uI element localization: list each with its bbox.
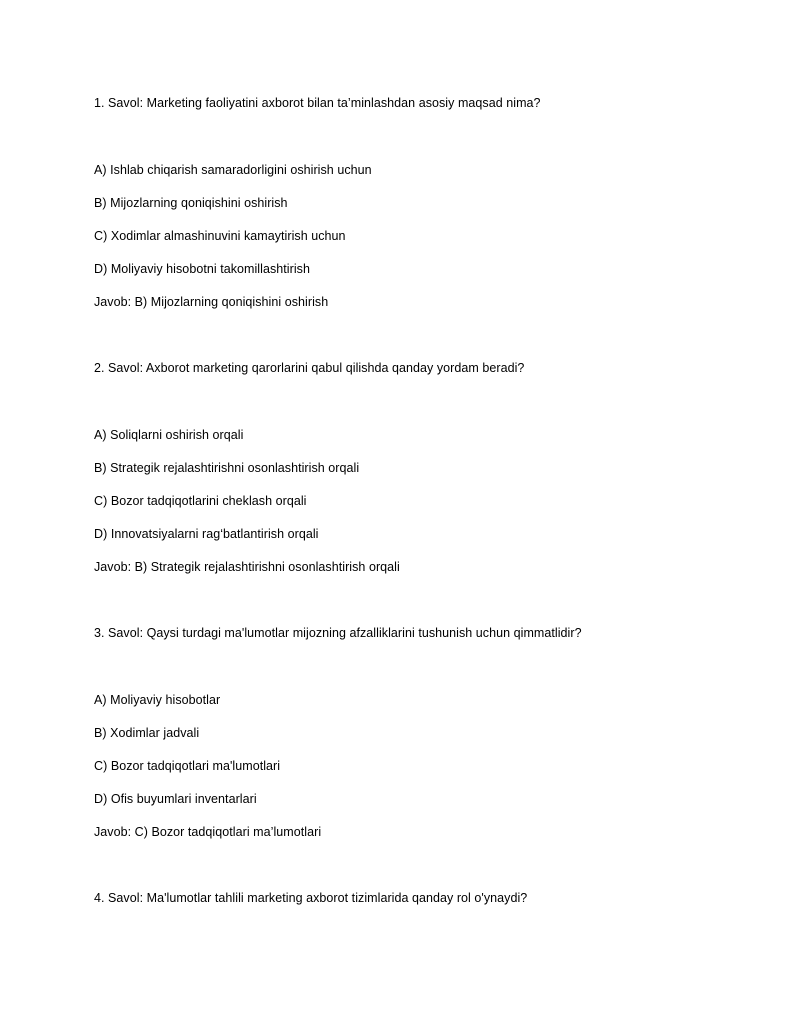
- option-d: D) Moliyaviy hisobotni takomillashtirish: [94, 262, 310, 276]
- option-c: C) Bozor tadqiqotlarini cheklash orqali: [94, 494, 307, 508]
- option-c: C) Xodimlar almashinuvini kamaytirish uchun: [94, 229, 346, 243]
- question-block-1: [94, 95, 754, 310]
- option-a: A) Soliqlarni oshirish orqali: [94, 428, 244, 442]
- document-content: [94, 95, 754, 906]
- option-d: D) Ofis buyumlari inventarlari: [94, 792, 257, 806]
- option-d: D) Innovatsiyalarni rag‘batlantirish orqali: [94, 527, 319, 541]
- answer-text: Javob: B) Strategik rejalashtirishni osonlashtirish orqali: [94, 560, 400, 574]
- option-b: B) Mijozlarning qoniqishini oshirish: [94, 196, 288, 210]
- option-a: A) Moliyaviy hisobotlar: [94, 693, 221, 707]
- option-b: B) Xodimlar jadvali: [94, 726, 200, 740]
- question-block-2: [94, 360, 754, 575]
- answer-text: Javob: C) Bozor tadqiqotlari ma’lumotlari: [94, 825, 322, 839]
- question-text: 1. Savol: Marketing faoliyatini axborot bilan ta’minlashdan asosiy maqsad nima?: [94, 96, 541, 110]
- question-block-3: [94, 625, 754, 840]
- question-text: 2. Savol: Axborot marketing qarorlarini qabul qilishda qanday yordam beradi?: [94, 361, 525, 375]
- question-text: 3. Savol: Qaysi turdagi ma'lumotlar mijozning afzalliklarini tushunish uchun qimmatlidir?: [94, 626, 582, 640]
- question-text: 4. Savol: Ma'lumotlar tahlili marketing axborot tizimlarida qanday rol o'ynaydi?: [94, 891, 528, 905]
- option-a: A) Ishlab chiqarish samaradorligini oshirish uchun: [94, 163, 372, 177]
- option-b: B) Strategik rejalashtirishni osonlashtirish orqali: [94, 461, 360, 475]
- option-c: C) Bozor tadqiqotlari ma'lumotlari: [94, 759, 281, 773]
- answer-text: Javob: B) Mijozlarning qoniqishini oshirish: [94, 295, 329, 309]
- question-block-4: [94, 890, 754, 906]
